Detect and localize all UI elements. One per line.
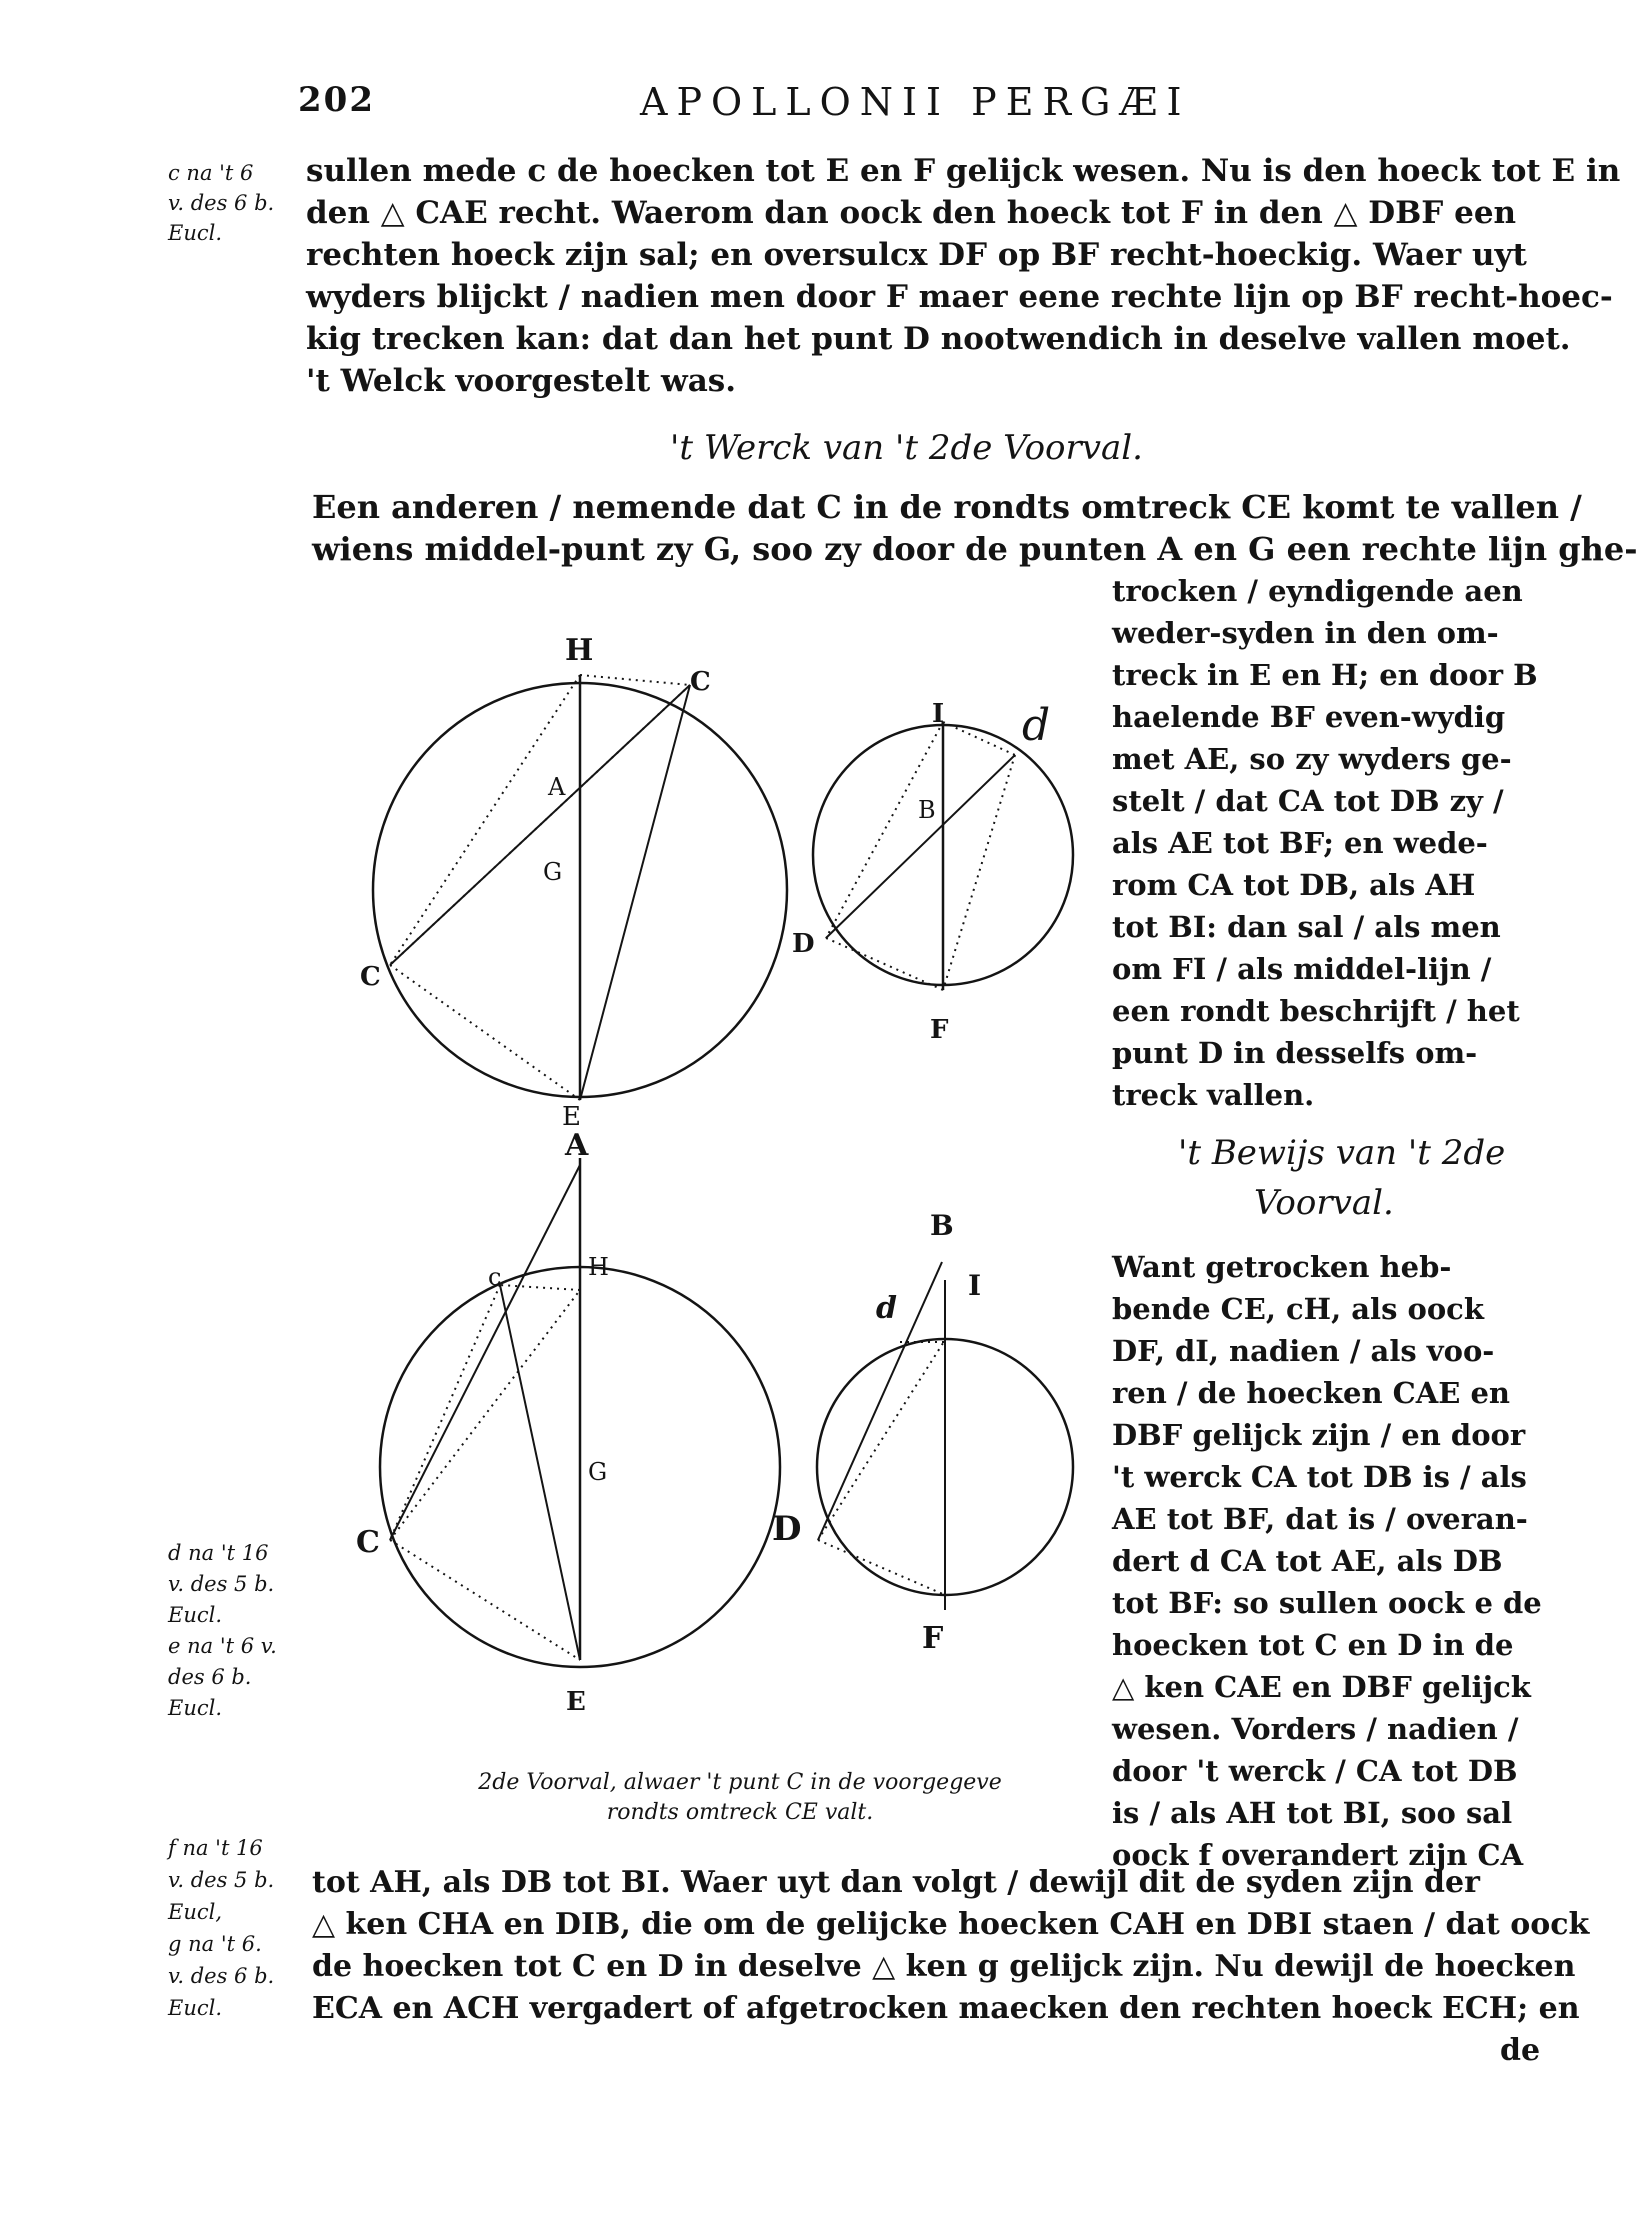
- text-line: rechten hoeck zijn sal; en oversulcx DF op BF recht-hoeckig. Waer uyt: [306, 237, 1527, 273]
- text-line: wiens middel-punt zy G, soo zy door de punten A en G een rechte lijn ghe-: [312, 530, 1638, 568]
- margin-note: d na 't 16 v. des 5 b. Eucl. e na 't 6 v. des 6 b. Eucl.: [168, 1541, 277, 1720]
- label-C: C: [690, 667, 711, 697]
- margin-note: c na 't 6 v. des 6 b. Eucl.: [168, 161, 275, 245]
- text-line: oock f overandert zijn CA: [1112, 1838, 1524, 1872]
- text-line: DBF gelijck zijn / en door: [1112, 1418, 1526, 1452]
- text-line: bende CE, cH, als oock: [1112, 1292, 1484, 1326]
- label-F: F: [930, 1015, 949, 1045]
- section-heading: 't Bewijs van 't 2de Voorval.: [1178, 1133, 1506, 1223]
- text-line: 't Welck voorgestelt was.: [306, 363, 737, 399]
- text-line: een rondt beschrijft / het: [1112, 994, 1520, 1028]
- text-line: △ ken CHA en DIB, die om de gelijcke hoecken CAH en DBI staen / dat oock: [312, 1907, 1590, 1942]
- text-line: is / als AH tot BI, soo sal: [1112, 1796, 1513, 1830]
- margin-note: f na 't 16 v. des 5 b. Eucl, g na 't 6. v. des 6 b. Eucl.: [168, 1836, 275, 2020]
- line-CA-C: [390, 685, 690, 965]
- text-line: wesen. Vorders / nadien /: [1112, 1712, 1519, 1746]
- text-line: haelende BF even-wydig: [1112, 700, 1506, 734]
- text-line: Want getrocken heb-: [1112, 1250, 1452, 1284]
- text-line: hoecken tot C en D in de: [1112, 1628, 1514, 1662]
- label-E: E: [562, 1102, 581, 1132]
- text-line: trocken / eyndigende aen: [1112, 574, 1523, 608]
- label-G: G: [543, 858, 563, 886]
- label-B: B: [918, 796, 936, 824]
- text-line: treck vallen.: [1112, 1078, 1315, 1112]
- label-C: C: [356, 1525, 380, 1560]
- section-heading: 't Werck van 't 2de Voorval.: [670, 428, 1143, 468]
- text-line: sullen mede c de hoecken tot E en F gelijck wesen. Nu is den hoeck tot E in: [306, 153, 1621, 189]
- label-d: d: [1022, 700, 1051, 751]
- text-line: de hoecken tot C en D in deselve △ ken g gelijck zijn. Nu dewijl de hoecken: [312, 1949, 1576, 1984]
- label-c: c: [488, 1263, 502, 1291]
- text-line: wyders blijckt / nadien men door F maer eene rechte lijn op BF recht-hoec-: [306, 279, 1613, 315]
- label-H: H: [588, 1253, 609, 1281]
- text-line: treck in E en H; en door B: [1112, 658, 1538, 692]
- text-line: dert d CA tot AE, als DB: [1112, 1544, 1503, 1578]
- text-line: △ ken CAE en DBF gelijck: [1112, 1670, 1531, 1704]
- label-I: I: [932, 699, 945, 729]
- label-D: D: [772, 1509, 802, 1549]
- text-line: door 't werck / CA tot DB: [1112, 1754, 1518, 1788]
- line-cE: [500, 1285, 580, 1660]
- text-line: punt D in desselfs om-: [1112, 1036, 1478, 1070]
- text-line: stelt / dat CA tot DB zy /: [1112, 784, 1504, 818]
- label-D: D: [792, 929, 815, 959]
- text-line: ren / de hoecken CAE en: [1112, 1376, 1510, 1410]
- text-line: 't werck CA tot DB is / als: [1112, 1460, 1527, 1494]
- figure-caption: 2de Voorval, alwaer 't punt C in de voorgegeve rondts omtreck CE valt.: [478, 1770, 1002, 1825]
- line-AE-chord: [580, 685, 690, 1100]
- line-AC: [390, 1165, 580, 1540]
- text-line: tot BF: so sullen oock e de: [1112, 1586, 1542, 1620]
- text-line: AE tot BF, dat is / overan-: [1112, 1502, 1528, 1536]
- label-d: d: [876, 1291, 897, 1326]
- text-line: om FI / als middel-lijn /: [1112, 952, 1492, 986]
- text-line: tot AH, als DB tot BI. Waer uyt dan volgt / dewijl dit de syden zijn der: [312, 1865, 1480, 1900]
- label-B: B: [930, 1209, 954, 1242]
- text-line: tot BI: dan sal / als men: [1112, 910, 1501, 944]
- catchword: de: [1500, 2033, 1541, 2068]
- text-line: als AE tot BF; en wede-: [1112, 826, 1488, 860]
- label-A: A: [548, 773, 566, 801]
- label-F: F: [922, 1621, 944, 1656]
- label-C: C: [360, 962, 381, 992]
- text-line: den △ CAE recht. Waerom dan oock den hoeck tot F in den △ DBF een: [306, 195, 1517, 231]
- text-line: weder-syden in den om-: [1112, 616, 1499, 650]
- label-H: H: [565, 633, 594, 668]
- page-number: 202: [298, 80, 375, 120]
- label-E: E: [566, 1687, 586, 1717]
- label-G: G: [588, 1458, 608, 1486]
- label-I: I: [968, 1269, 982, 1302]
- text-line: kig trecken kan: dat dan het punt D nootwendich in deselve vallen moet.: [306, 321, 1571, 357]
- text-line: Een anderen / nemende dat C in de rondts omtreck CE komt te vallen /: [312, 488, 1582, 526]
- text-line: DF, dI, nadien / als voo-: [1112, 1334, 1495, 1368]
- text-line: met AE, so zy wyders ge-: [1112, 742, 1512, 776]
- label-A: A: [565, 1128, 589, 1163]
- text-line: rom CA tot DB, als AH: [1112, 868, 1476, 902]
- running-head: APOLLONII PERGÆI: [640, 80, 1191, 124]
- text-line: ECA en ACH vergadert of afgetrocken maecken den rechten hoeck ECH; en: [312, 1991, 1580, 2026]
- line-DB: [826, 755, 1015, 938]
